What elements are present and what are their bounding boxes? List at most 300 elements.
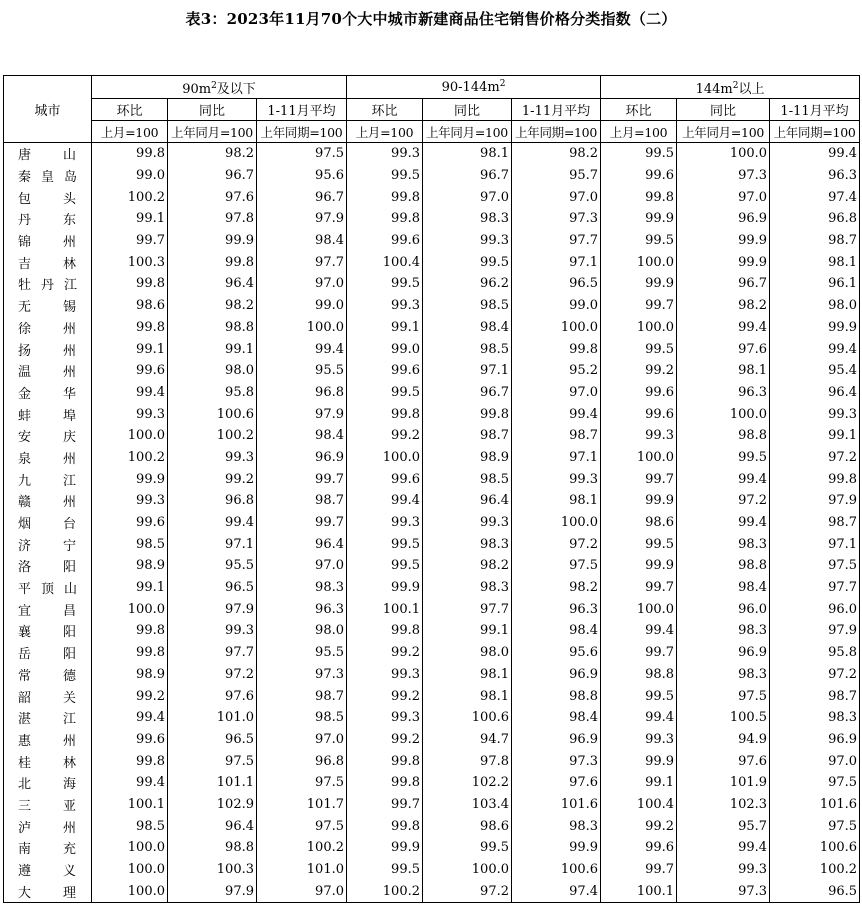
- city-name-char: 大: [18, 885, 32, 901]
- table-row: [4, 338, 860, 360]
- index-value: 99.6: [347, 360, 423, 382]
- index-value: 99.2: [347, 729, 423, 751]
- index-value: 99.0: [257, 295, 347, 317]
- index-value: 99.5: [423, 251, 512, 273]
- city-name-char: 江: [63, 473, 77, 489]
- index-value: 98.8: [677, 555, 770, 577]
- index-value: 100.2: [257, 837, 347, 859]
- index-value: 99.7: [601, 859, 677, 881]
- index-value: 99.6: [601, 382, 677, 404]
- index-value: 99.8: [347, 815, 423, 837]
- city-name-char: 安: [18, 430, 32, 446]
- index-value: 99.4: [92, 707, 168, 729]
- index-value: 98.3: [770, 707, 860, 729]
- city-column-header: 城市: [4, 76, 92, 143]
- city-name-char: 南: [18, 842, 32, 858]
- index-value: 98.2: [512, 143, 601, 165]
- index-value: 100.0: [601, 598, 677, 620]
- index-value: 97.8: [168, 208, 257, 230]
- index-value: 100.0: [92, 425, 168, 447]
- index-value: 97.5: [770, 772, 860, 794]
- index-value: 98.3: [677, 620, 770, 642]
- index-value: 99.9: [347, 837, 423, 859]
- city-name: [4, 186, 92, 208]
- city-name-char: 东: [63, 213, 77, 229]
- index-value: 99.5: [601, 685, 677, 707]
- index-value: 100.0: [512, 512, 601, 534]
- city-name-char: 州: [63, 451, 77, 467]
- index-value: 97.4: [512, 880, 601, 902]
- index-value: 96.5: [168, 577, 257, 599]
- index-value: 97.9: [770, 620, 860, 642]
- city-name: [4, 230, 92, 252]
- index-value: 96.8: [257, 750, 347, 772]
- index-value: 97.5: [257, 815, 347, 837]
- index-value: 98.6: [423, 815, 512, 837]
- index-value: 100.0: [601, 447, 677, 469]
- index-value: 100.2: [347, 880, 423, 902]
- index-value: 97.2: [770, 447, 860, 469]
- city-name: [4, 815, 92, 837]
- index-value: 101.1: [168, 772, 257, 794]
- index-value: 100.2: [168, 425, 257, 447]
- index-value: 100.0: [92, 837, 168, 859]
- index-value: 99.3: [677, 859, 770, 881]
- city-name: [4, 577, 92, 599]
- index-value: 97.7: [168, 642, 257, 664]
- index-value: 98.1: [512, 490, 601, 512]
- index-value: 99.5: [347, 859, 423, 881]
- sub-header-mom: 环比: [92, 99, 168, 121]
- basis-header-yoy: 上年同月=100: [168, 121, 257, 143]
- city-name-char: 锦: [18, 235, 32, 251]
- index-value: 97.0: [257, 880, 347, 902]
- basis-header-mom: 上月=100: [92, 121, 168, 143]
- index-value: 98.3: [423, 577, 512, 599]
- table-row: [4, 880, 860, 902]
- index-value: 97.3: [512, 208, 601, 230]
- index-value: 99.9: [92, 468, 168, 490]
- index-value: 98.0: [168, 360, 257, 382]
- index-value: 95.5: [257, 642, 347, 664]
- index-value: 99.4: [92, 772, 168, 794]
- index-value: 97.9: [168, 880, 257, 902]
- index-value: 99.9: [677, 251, 770, 273]
- city-name-char: 丹: [18, 213, 32, 229]
- index-value: 98.3: [257, 577, 347, 599]
- index-value: 97.6: [168, 685, 257, 707]
- index-value: 99.7: [92, 230, 168, 252]
- index-value: 98.3: [677, 533, 770, 555]
- index-value: 99.3: [423, 512, 512, 534]
- city-name-char: 岛: [64, 170, 78, 186]
- city-name: [4, 273, 92, 295]
- index-value: 100.0: [677, 143, 770, 165]
- table-row: [4, 468, 860, 490]
- table-row: [4, 664, 860, 686]
- city-name-char: 赣: [18, 495, 32, 511]
- sub-header-mom: 环比: [347, 99, 423, 121]
- index-value: 98.2: [423, 555, 512, 577]
- index-value: 98.9: [92, 555, 168, 577]
- table-row: [4, 577, 860, 599]
- index-value: 102.9: [168, 794, 257, 816]
- index-value: 99.9: [601, 273, 677, 295]
- index-value: 98.4: [512, 707, 601, 729]
- city-name: [4, 490, 92, 512]
- index-value: 97.5: [677, 685, 770, 707]
- city-name-char: 湛: [18, 712, 32, 728]
- city-name-char: 亚: [63, 798, 77, 814]
- index-value: 99.9: [168, 230, 257, 252]
- index-value: 98.7: [770, 685, 860, 707]
- index-value: 96.8: [168, 490, 257, 512]
- city-name-char: 义: [63, 864, 77, 880]
- index-value: 99.5: [601, 533, 677, 555]
- index-value: 99.3: [92, 403, 168, 425]
- city-name-char: 州: [63, 495, 77, 511]
- index-value: 99.9: [512, 837, 601, 859]
- city-name-char: 温: [18, 365, 32, 381]
- index-value: 96.9: [677, 208, 770, 230]
- sub-header-avg: 1-11月平均: [512, 99, 601, 121]
- index-value: 99.1: [347, 317, 423, 339]
- index-value: 98.7: [257, 685, 347, 707]
- city-name: [4, 251, 92, 273]
- index-value: 100.0: [257, 317, 347, 339]
- index-value: 98.4: [257, 425, 347, 447]
- index-value: 99.1: [92, 338, 168, 360]
- city-name: [4, 425, 92, 447]
- index-value: 101.7: [257, 794, 347, 816]
- city-name-char: 林: [63, 755, 77, 771]
- index-value: 99.4: [601, 707, 677, 729]
- index-value: 99.6: [92, 512, 168, 534]
- index-value: 97.2: [168, 664, 257, 686]
- index-value: 98.2: [168, 143, 257, 165]
- table-body: [4, 143, 860, 903]
- city-name: [4, 338, 92, 360]
- city-name-char: 头: [63, 191, 77, 207]
- basis-header-yoy: 上年同月=100: [423, 121, 512, 143]
- table-row: [4, 425, 860, 447]
- index-value: 99.6: [92, 729, 168, 751]
- index-value: 97.6: [512, 772, 601, 794]
- index-value: 99.8: [92, 620, 168, 642]
- index-value: 100.1: [601, 880, 677, 902]
- city-name: [4, 750, 92, 772]
- city-name-char: 蚌: [18, 408, 32, 424]
- index-value: 96.1: [770, 273, 860, 295]
- city-name-char: 牡: [18, 278, 32, 294]
- index-value: 96.8: [770, 208, 860, 230]
- index-value: 99.7: [601, 642, 677, 664]
- index-value: 99.8: [601, 186, 677, 208]
- city-name-char: 洛: [18, 560, 32, 576]
- index-value: 98.7: [770, 230, 860, 252]
- index-value: 100.3: [92, 251, 168, 273]
- index-value: 97.0: [512, 186, 601, 208]
- index-value: 99.9: [601, 208, 677, 230]
- index-value: 99.9: [601, 490, 677, 512]
- index-value: 99.3: [168, 620, 257, 642]
- index-value: 96.7: [257, 186, 347, 208]
- city-name-char: 德: [63, 668, 77, 684]
- city-name-char: 林: [63, 256, 77, 272]
- index-value: 97.9: [168, 598, 257, 620]
- index-value: 98.0: [770, 295, 860, 317]
- index-value: 98.4: [677, 577, 770, 599]
- basis-header-avg: 上年同期=100: [257, 121, 347, 143]
- city-name: [4, 880, 92, 902]
- index-value: 99.2: [601, 360, 677, 382]
- index-value: 96.3: [770, 165, 860, 187]
- city-name-char: 台: [63, 517, 77, 533]
- index-value: 97.0: [770, 750, 860, 772]
- index-value: 96.9: [770, 729, 860, 751]
- basis-header-yoy: 上年同月=100: [677, 121, 770, 143]
- index-value: 99.4: [168, 512, 257, 534]
- index-value: 99.5: [601, 230, 677, 252]
- index-value: 96.4: [257, 533, 347, 555]
- city-name-char: 充: [63, 842, 77, 858]
- city-name-char: 阳: [63, 560, 77, 576]
- index-value: 100.0: [512, 317, 601, 339]
- index-value: 99.8: [92, 750, 168, 772]
- index-value: 99.2: [347, 425, 423, 447]
- index-value: 99.6: [347, 468, 423, 490]
- city-name: [4, 208, 92, 230]
- index-value: 97.9: [257, 208, 347, 230]
- index-value: 96.9: [512, 664, 601, 686]
- city-name-char: 惠: [18, 733, 32, 749]
- index-value: 99.5: [601, 143, 677, 165]
- table-row: [4, 685, 860, 707]
- index-value: 99.8: [347, 186, 423, 208]
- index-value: 99.9: [601, 750, 677, 772]
- index-value: 98.5: [92, 533, 168, 555]
- index-value: 99.7: [601, 295, 677, 317]
- index-value: 99.5: [677, 447, 770, 469]
- index-value: 99.3: [423, 230, 512, 252]
- index-value: 99.0: [347, 338, 423, 360]
- index-value: 100.3: [168, 859, 257, 881]
- index-value: 99.6: [92, 360, 168, 382]
- index-value: 98.7: [257, 490, 347, 512]
- table-row: [4, 186, 860, 208]
- city-name-char: 金: [18, 386, 32, 402]
- index-value: 99.8: [92, 642, 168, 664]
- index-value: 98.0: [257, 620, 347, 642]
- index-value: 97.3: [677, 165, 770, 187]
- index-value: 96.3: [677, 382, 770, 404]
- index-value: 96.0: [677, 598, 770, 620]
- city-name-char: 丹: [41, 278, 55, 294]
- index-value: 96.5: [512, 273, 601, 295]
- index-value: 97.5: [257, 143, 347, 165]
- index-value: 99.8: [347, 620, 423, 642]
- index-value: 99.2: [168, 468, 257, 490]
- table-row: [4, 620, 860, 642]
- city-name-char: 关: [63, 690, 77, 706]
- index-value: 99.2: [92, 685, 168, 707]
- index-value: 100.2: [92, 186, 168, 208]
- city-name-char: 烟: [18, 517, 32, 533]
- city-name-char: 三: [18, 798, 32, 814]
- index-value: 99.8: [168, 251, 257, 273]
- city-name-char: 理: [63, 885, 77, 901]
- basis-header-avg: 上年同期=100: [512, 121, 601, 143]
- city-name: [4, 447, 92, 469]
- group-header-small: $90m^2$及以下: [92, 76, 347, 99]
- basis-header-mom: 上月=100: [601, 121, 677, 143]
- index-value: 97.0: [423, 186, 512, 208]
- index-value: 98.7: [423, 425, 512, 447]
- index-value: 99.7: [257, 468, 347, 490]
- price-index-table: [3, 75, 860, 903]
- city-name: [4, 295, 92, 317]
- index-value: 102.2: [423, 772, 512, 794]
- basis-header-mom: 上月=100: [347, 121, 423, 143]
- index-value: 99.4: [347, 490, 423, 512]
- index-value: 100.2: [92, 447, 168, 469]
- city-name: [4, 794, 92, 816]
- city-name-char: 襄: [18, 625, 32, 641]
- city-name: [4, 382, 92, 404]
- index-value: 99.3: [347, 295, 423, 317]
- index-value: 99.4: [677, 512, 770, 534]
- index-value: 98.8: [512, 685, 601, 707]
- index-value: 96.9: [257, 447, 347, 469]
- sub-header-mom: 环比: [601, 99, 677, 121]
- index-value: 98.9: [423, 447, 512, 469]
- index-value: 99.6: [347, 230, 423, 252]
- index-value: 99.9: [601, 555, 677, 577]
- index-value: 99.4: [770, 143, 860, 165]
- index-value: 98.1: [677, 360, 770, 382]
- index-value: 99.3: [770, 403, 860, 425]
- index-value: 100.1: [92, 794, 168, 816]
- index-value: 99.8: [347, 403, 423, 425]
- city-name-char: 昌: [63, 603, 77, 619]
- city-name-char: 扬: [18, 343, 32, 359]
- city-name-char: 州: [63, 235, 77, 251]
- index-value: 97.3: [512, 750, 601, 772]
- city-name-char: 平: [18, 582, 32, 598]
- index-value: 98.5: [423, 338, 512, 360]
- index-value: 99.8: [770, 468, 860, 490]
- index-value: 100.4: [347, 251, 423, 273]
- index-value: 95.8: [770, 642, 860, 664]
- city-name-char: 山: [63, 148, 77, 164]
- index-value: 99.1: [770, 425, 860, 447]
- city-name-char: 锡: [63, 300, 77, 316]
- index-value: 99.8: [347, 772, 423, 794]
- index-value: 97.2: [770, 664, 860, 686]
- index-value: 99.4: [677, 317, 770, 339]
- index-value: 98.8: [601, 664, 677, 686]
- city-name-char: 宜: [18, 603, 32, 619]
- city-name-char: 州: [63, 820, 77, 836]
- index-value: 99.4: [92, 382, 168, 404]
- city-name-char: 江: [64, 278, 78, 294]
- index-value: 97.1: [168, 533, 257, 555]
- index-value: 99.8: [92, 273, 168, 295]
- index-value: 97.0: [677, 186, 770, 208]
- city-name: [4, 837, 92, 859]
- city-name-char: 华: [63, 386, 77, 402]
- index-value: 97.0: [257, 273, 347, 295]
- index-value: 98.7: [770, 512, 860, 534]
- index-value: 97.3: [677, 880, 770, 902]
- index-value: 99.3: [512, 468, 601, 490]
- index-value: 96.2: [423, 273, 512, 295]
- index-value: 95.4: [770, 360, 860, 382]
- city-name-char: 庆: [63, 430, 77, 446]
- index-value: 100.6: [770, 837, 860, 859]
- index-value: 99.8: [92, 317, 168, 339]
- index-value: 95.8: [168, 382, 257, 404]
- index-value: 99.3: [347, 512, 423, 534]
- index-value: 99.1: [423, 620, 512, 642]
- index-value: 96.5: [168, 729, 257, 751]
- city-name-char: 泉: [18, 451, 32, 467]
- index-value: 97.7: [257, 251, 347, 273]
- index-value: 97.7: [770, 577, 860, 599]
- city-name-char: 无: [18, 300, 32, 316]
- table-row: [4, 794, 860, 816]
- index-value: 97.1: [423, 360, 512, 382]
- index-value: 99.9: [347, 577, 423, 599]
- sub-header-yoy: 同比: [168, 99, 257, 121]
- index-value: 100.1: [347, 598, 423, 620]
- index-value: 102.3: [677, 794, 770, 816]
- city-name: [4, 468, 92, 490]
- index-value: 99.2: [347, 642, 423, 664]
- index-value: 99.5: [347, 555, 423, 577]
- table-row: [4, 750, 860, 772]
- city-name-char: 济: [18, 538, 32, 554]
- index-value: 99.5: [347, 382, 423, 404]
- index-value: 96.8: [257, 382, 347, 404]
- city-name-char: 州: [63, 321, 77, 337]
- index-value: 99.3: [168, 447, 257, 469]
- index-value: 97.6: [677, 338, 770, 360]
- index-value: 100.6: [512, 859, 601, 881]
- index-value: 99.8: [512, 338, 601, 360]
- index-value: 97.5: [168, 750, 257, 772]
- index-value: 99.6: [601, 403, 677, 425]
- city-name-char: 遵: [18, 864, 32, 880]
- group-header-large: $144m^2$以上: [601, 76, 860, 99]
- city-name: [4, 360, 92, 382]
- index-value: 99.5: [601, 338, 677, 360]
- index-value: 99.3: [92, 490, 168, 512]
- index-value: 97.1: [512, 251, 601, 273]
- table-row: [4, 490, 860, 512]
- index-value: 96.9: [677, 642, 770, 664]
- index-value: 98.1: [423, 664, 512, 686]
- index-value: 96.7: [677, 273, 770, 295]
- index-value: 98.3: [423, 208, 512, 230]
- table-header: [4, 76, 860, 143]
- index-value: 98.8: [168, 837, 257, 859]
- index-value: 100.0: [423, 859, 512, 881]
- city-name-char: 包: [18, 191, 32, 207]
- index-value: 94.7: [423, 729, 512, 751]
- index-value: 95.7: [677, 815, 770, 837]
- table-row: [4, 273, 860, 295]
